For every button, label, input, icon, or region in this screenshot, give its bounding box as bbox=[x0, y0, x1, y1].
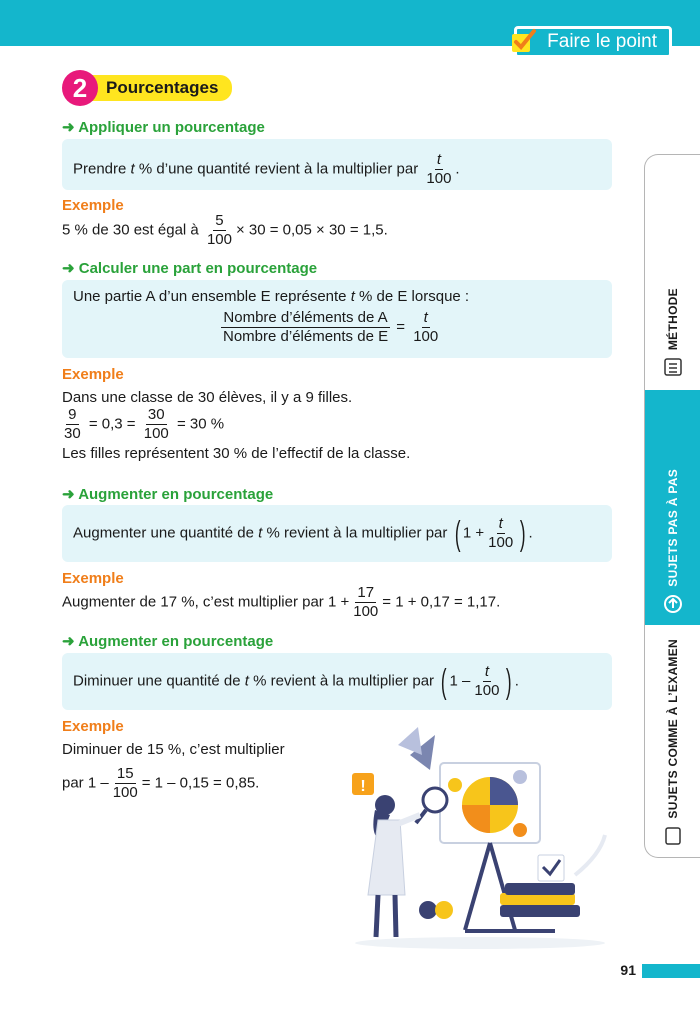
section-header bbox=[62, 70, 232, 106]
rule-box-3: Augmenter une quantité de t % revient à la multiplier par ( 1 + $\frac{t}{100}$ ) . bbox=[62, 505, 612, 562]
presentation-illustration bbox=[340, 715, 610, 955]
tab-sujets-pas-a-pas[interactable]: SUJETS PAS À PAS bbox=[645, 390, 700, 625]
rule-box-4: Diminuer une quantité de t % revient à la multiplier par ( 1 – $\frac{t}{100}$ ) . bbox=[62, 653, 612, 710]
exemple-label-3: Exemple bbox=[62, 570, 124, 587]
rule-box-1: Prendre t % d’une quantité revient à la multiplier par $\frac{t}{100}$ . bbox=[62, 139, 612, 190]
example-3-text: Augmenter de 17 %, c’est multiplier par 1 + $\frac{17}{100}$ = 1 + 0,17 = 1,17. bbox=[62, 584, 501, 620]
arrow-icon: ➜ bbox=[62, 119, 79, 136]
arrow-icon: ➜ bbox=[62, 633, 79, 650]
right-sidebar bbox=[644, 154, 700, 858]
big-fraction: $\frac{\text{Nombre d’éléments de A}}{\text{Nombre d’éléments de E}}$ bbox=[223, 309, 389, 345]
check-icon bbox=[509, 27, 537, 55]
example-2-line1: Dans une classe de 30 élèves, il y a 9 filles. bbox=[62, 389, 353, 406]
page-number: 91 bbox=[620, 962, 636, 978]
badge-label: Faire le point bbox=[547, 31, 657, 52]
tab-sujets-comme-examen[interactable]: SUJETS COMME À L’EXAMEN bbox=[645, 627, 700, 857]
exemple-label-2: Exemple bbox=[62, 366, 124, 383]
page-footer-bar bbox=[642, 964, 700, 978]
tab-methode[interactable]: MÉTHODE bbox=[645, 155, 700, 388]
section-number: 2 bbox=[62, 70, 98, 106]
exemple-label-1: Exemple bbox=[62, 197, 124, 214]
arrow-icon: ➜ bbox=[62, 260, 79, 277]
example-1-text: 5 % de 30 est égal à $\frac{5}{100}$ × 30 = 0,05 × 30 = 1,5. bbox=[62, 212, 388, 248]
heading-appliquer: ➜ Appliquer un pourcentage bbox=[62, 119, 265, 136]
example-2-line2: $\frac{9}{30}$ = 0,3 = $\frac{30}{100}$ = 30 % bbox=[64, 406, 225, 442]
magnifier-icon bbox=[423, 788, 447, 812]
example-4-line2: par 1 – $\frac{15}{100}$ = 1 – 0,15 = 0,85. bbox=[62, 765, 260, 801]
tablet-icon bbox=[662, 825, 684, 847]
rule-box-2: Une partie A d’un ensemble E représente t % de E lorsque : $\frac{\text{Nombre d’éléments de A}}{\text{Nombre d’éléments de E}}$ = $\frac{t}{100}$ bbox=[62, 280, 612, 358]
example-2-line3: Les filles représentent 30 % de l’effectif de la classe. bbox=[62, 445, 411, 462]
heading-diminuer: ➜ Augmenter en pourcentage bbox=[62, 633, 274, 650]
fraction: $\frac{t}{100}$ bbox=[426, 151, 452, 187]
arrow-icon: ➜ bbox=[62, 486, 79, 503]
arrow-circle-icon bbox=[662, 593, 684, 615]
heading-calculer: ➜ Calculer une part en pourcentage bbox=[62, 260, 318, 277]
exemple-label-4: Exemple bbox=[62, 718, 124, 735]
svg-text:!: ! bbox=[360, 778, 366, 795]
heading-augmenter: ➜ Augmenter en pourcentage bbox=[62, 486, 274, 503]
section-title: Pourcentages bbox=[92, 75, 232, 101]
faire-le-point-badge bbox=[514, 26, 672, 58]
example-4-line1: Diminuer de 15 %, c’est multiplier bbox=[62, 741, 285, 758]
checklist-icon bbox=[662, 356, 684, 378]
